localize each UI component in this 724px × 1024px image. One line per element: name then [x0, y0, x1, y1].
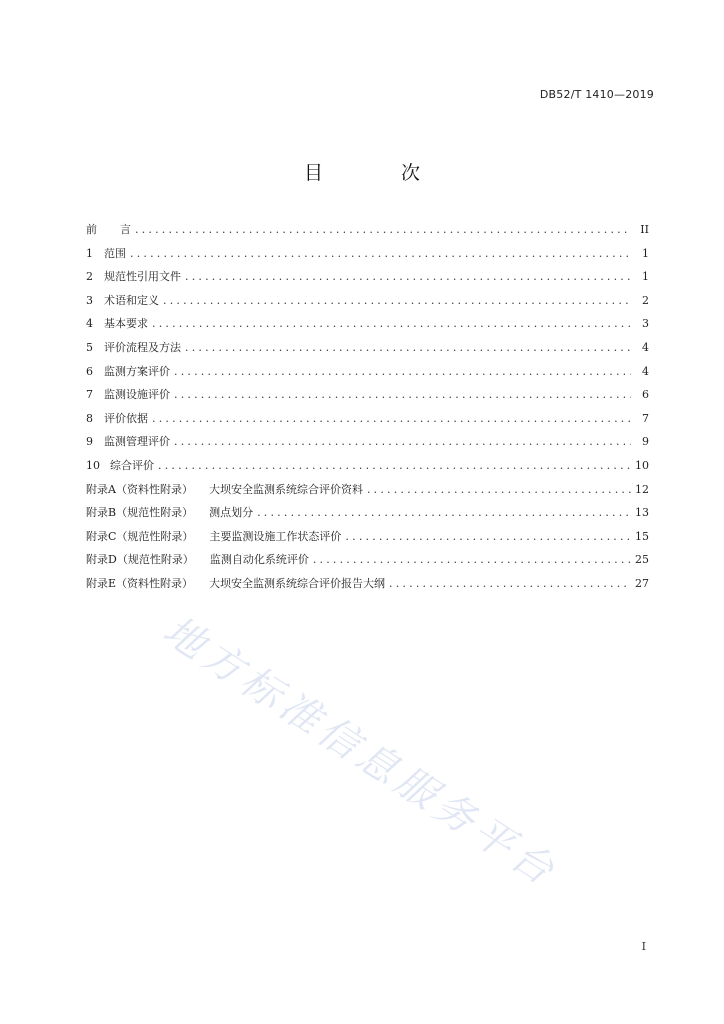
toc-leader [174, 430, 631, 454]
toc-leader [367, 478, 631, 502]
toc-page: 1 [642, 246, 649, 260]
toc-leader [185, 265, 631, 289]
toc-label: 基本要求 [104, 317, 148, 331]
toc-number: 5 [86, 340, 93, 354]
toc-label: 监测设施评价 [104, 388, 170, 402]
watermark: 地方标准信息服务平台 [155, 607, 566, 897]
toc-number: 2 [86, 270, 93, 284]
page-title: 目 次 [303, 162, 457, 184]
toc-label: 规范性引用文件 [104, 270, 181, 284]
toc-row-8[interactable] [86, 407, 649, 431]
toc-number: 1 [86, 246, 93, 260]
toc-number: 附录B（规范性附录） [86, 506, 194, 520]
toc-label: 言 [120, 223, 131, 236]
toc-label: 术语和定义 [104, 293, 159, 307]
toc-number: 8 [86, 411, 93, 425]
toc-label: 主要监测设施工作状态评价 [209, 529, 342, 543]
toc-row-1[interactable] [86, 242, 649, 266]
toc-label: 范围 [104, 246, 126, 260]
toc-page: 27 [635, 576, 649, 590]
toc-row-3[interactable] [86, 289, 649, 313]
toc-label: 监测自动化系统评价 [209, 553, 309, 567]
toc-page: 9 [642, 435, 649, 449]
toc-number: 9 [86, 435, 93, 449]
toc-number: 4 [86, 317, 93, 331]
toc-leader [152, 312, 631, 336]
toc-row-5[interactable] [86, 336, 649, 360]
toc-leader [152, 407, 631, 431]
toc-row-appendix-d[interactable] [86, 548, 649, 572]
toc-page: 7 [642, 411, 649, 425]
toc-row-appendix-c[interactable] [86, 525, 649, 549]
toc-number: 7 [86, 388, 93, 402]
toc-number: 10 [86, 458, 100, 472]
toc-row-appendix-e[interactable] [86, 572, 649, 596]
footer-page-number: I [641, 940, 646, 953]
toc-leader [163, 289, 631, 313]
toc-number: 6 [86, 364, 93, 378]
toc-page: 10 [635, 458, 649, 472]
toc-number: 前 [86, 223, 97, 236]
toc-row-foreword[interactable] [86, 218, 649, 242]
toc-page: 25 [635, 553, 649, 567]
toc-row-9[interactable] [86, 430, 649, 454]
toc-page: 15 [635, 529, 649, 543]
toc-page: 3 [642, 317, 649, 331]
toc-label: 测点划分 [209, 506, 254, 520]
toc-leader [130, 242, 631, 266]
toc-leader [345, 525, 631, 549]
table-of-contents [86, 218, 649, 596]
toc-label: 监测方案评价 [104, 364, 170, 378]
toc-row-7[interactable] [86, 383, 649, 407]
toc-page: 6 [642, 388, 649, 402]
toc-label: 评价流程及方法 [104, 340, 181, 354]
toc-leader [135, 218, 631, 242]
toc-page: 12 [635, 482, 649, 496]
toc-leader [174, 360, 631, 384]
toc-row-appendix-b[interactable] [86, 501, 649, 525]
toc-label: 监测管理评价 [104, 435, 170, 449]
toc-row-6[interactable] [86, 360, 649, 384]
toc-label: 评价依据 [104, 411, 148, 425]
toc-page: 1 [642, 270, 649, 284]
toc-page: 4 [642, 340, 649, 354]
toc-leader [313, 548, 631, 572]
toc-row-2[interactable] [86, 265, 649, 289]
toc-page: 2 [642, 293, 649, 307]
toc-row-appendix-a[interactable] [86, 478, 649, 502]
toc-number: 附录A（资料性附录） [86, 482, 193, 496]
toc-leader [158, 454, 631, 478]
toc-page: 13 [635, 506, 649, 520]
toc-page: II [640, 223, 649, 236]
toc-number: 附录C（规范性附录） [86, 529, 194, 543]
toc-leader [174, 383, 631, 407]
toc-label: 大坝安全监测系统综合评价资料 [208, 482, 363, 496]
toc-page: 4 [642, 364, 649, 378]
toc-leader [185, 336, 631, 360]
toc-leader [389, 572, 631, 596]
toc-row-10[interactable] [86, 454, 649, 478]
toc-number: 附录D（规范性附录） [86, 553, 194, 567]
toc-number: 附录E（资料性附录） [86, 576, 194, 590]
toc-leader [257, 501, 631, 525]
toc-number: 3 [86, 293, 93, 307]
toc-row-4[interactable] [86, 312, 649, 336]
toc-label: 大坝安全监测系统综合评价报告大纲 [209, 576, 386, 590]
document-code: DB52/T 1410—2019 [539, 88, 654, 101]
toc-label: 综合评价 [110, 458, 154, 472]
